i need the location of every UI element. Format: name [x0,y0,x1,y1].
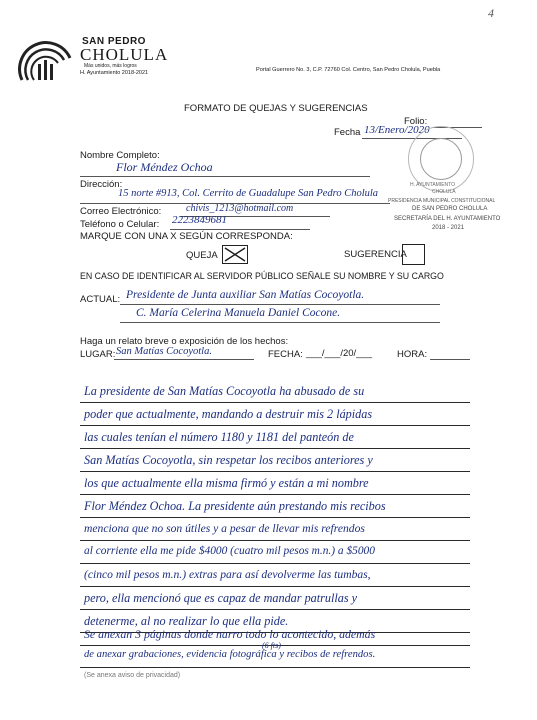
relato-line: de anexar grabaciones, evidencia fotográfica y recibos de refrendos. [84,649,376,660]
x-mark-icon [223,246,247,263]
relato-line: (cinco mil pesos m.n.) extras para así devolverme las tumbas, [84,568,371,581]
folio-label: Folio: [404,116,428,127]
servidor-label: EN CASO DE IDENTIFICAR AL SERVIDOR PÚBLICO SEÑALE SU NOMBRE Y SU CARGO [80,271,444,281]
lugar-label: LUGAR: [80,349,116,360]
stamp-line2: CHOLULA [432,189,456,195]
marque-label: MARQUE CON UNA X SEGÚN CORRESPONDA: [80,231,293,242]
stamp-line1: H. AYUNTAMIENTO [410,182,456,188]
relato-line: pero, ella mencionó que es capaz de mandar patrullas y [84,591,358,605]
nombre-label: Nombre Completo: [80,150,160,161]
fecha2-label: FECHA: [268,349,303,360]
ruled-line [80,540,470,541]
relato-line: La presidente de San Matías Cocoyotla ha abusado de su [84,384,365,398]
direccion-label: Dirección: [80,179,123,190]
stamp-line5: SECRETARÍA DEL H. AYUNTAMIENTO [394,216,501,222]
stamp-line4: DE SAN PEDRO CHOLULA [412,206,488,212]
telefono-label: Teléfono o Celular: [80,219,160,230]
relato-label: Haga un relato breve o exposición de los hechos: [80,336,289,347]
ruled-line [80,586,470,587]
actual-line [120,304,440,305]
telefono-value: 2223849681 [172,214,227,226]
relato-line: poder que actualmente, mandando a destruir mis 2 lápidas [84,407,373,421]
hora-line [430,359,470,360]
relato-line: Se anexan 3 páginas donde narro todo lo acontecido, además [84,627,376,641]
logo-name-line2: CHOLULA [80,45,169,64]
relato-line: detenerme, al no realizar lo que ella pide. [84,614,289,628]
ruled-line [80,494,470,495]
queja-label: QUEJA [186,250,218,261]
ruled-line [80,609,470,610]
header-address: Portal Guerrero No. 3, C.P. 72760 Col. Centro, San Pedro Cholula, Puebla [256,67,441,73]
logo-name-line1: SAN PEDRO [82,36,146,47]
correo-label: Correo Electrónico: [80,206,162,217]
relato-line: las cuales tenían el número 1180 y 1181 del panteón de [84,430,354,444]
actual-value2: C. María Celerina Manuela Daniel Cocone. [136,307,341,319]
actual-value: Presidente de Junta auxiliar San Matías Cocoyotla. [126,289,365,301]
ruled-line [80,448,470,449]
nombre-value: Flor Méndez Ochoa [116,160,213,174]
relato-line: San Matías Cocoyotla, sin respetar los recibos anteriores y [84,453,373,467]
logo-tagline: Más unidos, más logros [84,63,137,69]
telefono-line [170,229,310,230]
logo-mark-icon [14,30,78,86]
queja-checkbox[interactable] [222,245,248,264]
corner-mark: 4 [488,6,494,20]
ruled-line [80,402,470,403]
hora-label: HORA: [397,349,428,360]
ruled-line [80,563,470,564]
direccion-value: 15 norte #913, Col. Cerrito de Guadalupe San Pedro Cholula [118,188,379,199]
sugerencia-checkbox[interactable] [402,244,425,265]
footer-note: (Se anexa aviso de privacidad) [84,672,181,679]
ruled-line [80,425,470,426]
sugerencia-label: SUGERENCIA [344,249,407,260]
logo-term: H. Ayuntamiento 2018-2021 [80,70,149,76]
form-title: FORMATO DE QUEJAS Y SUGERENCIAS [184,103,368,114]
fecha-label: Fecha [334,127,361,138]
relato-line: al corriente ella me pide $4000 (cuatro mil pesos m.n.) a $5000 [84,545,375,557]
ruled-line [80,667,470,668]
relato-line: menciona que no son útiles y a pesar de llevar mis refrendos [84,522,365,535]
lugar-line [114,359,254,360]
nombre-line [80,176,370,177]
lugar-value: San Matías Cocoyotla. [116,346,212,357]
fecha-value: 13/Enero/2020 [364,124,430,136]
ruled-line [80,471,470,472]
relato-insertion: (6 fts) [262,641,281,650]
fecha2-value: ___/___/20/___ [306,348,373,359]
ruled-line [80,517,470,518]
relato-line: Flor Méndez Ochoa. La presidente aún prestando mis recibos [84,499,386,513]
relato-line: los que actualmente ella misma firmó y están a mi nombre [84,476,369,490]
actual-line2 [120,322,440,323]
stamp-line3: PRESIDENCIA MUNICIPAL CONSTITUCIONAL [388,198,496,204]
correo-value: chivis_1213@hotmail.com [186,203,294,214]
stamp-seal-inner [420,138,462,180]
actual-label: ACTUAL: [80,294,121,305]
stamp-line6: 2018 - 2021 [432,225,465,231]
